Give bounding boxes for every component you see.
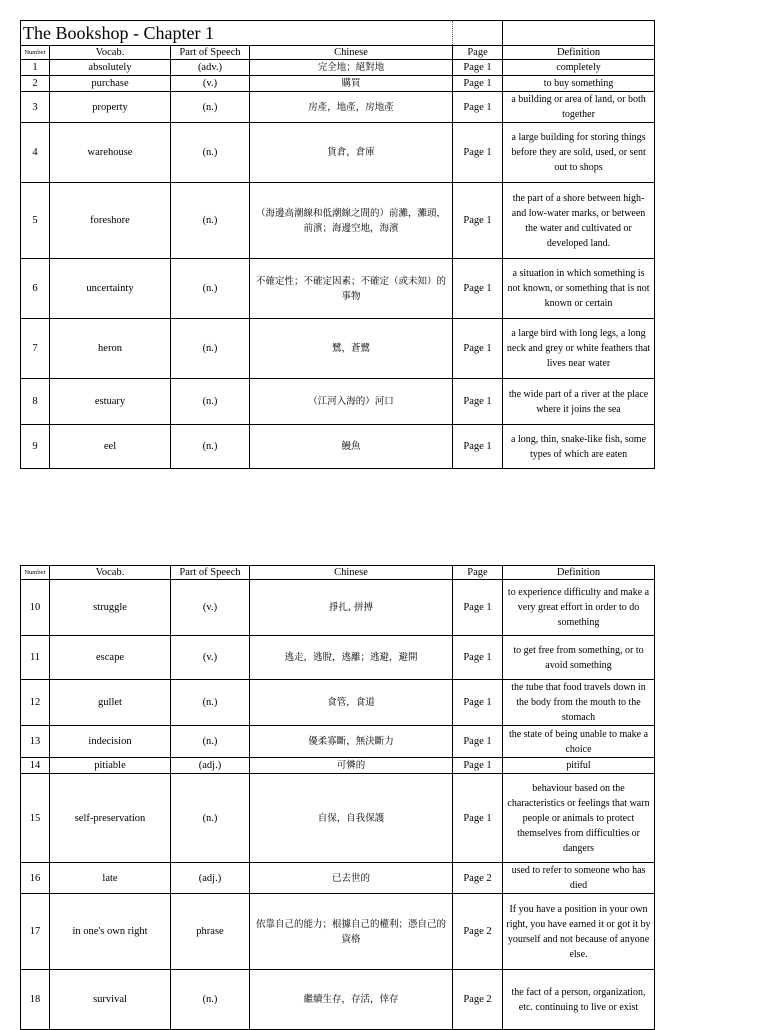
row-number: 18: [21, 970, 50, 1030]
row-part-of-speech: (n.): [171, 726, 250, 758]
row-definition: a large building for storing things before they are sold, used, or sent out to shops: [503, 123, 655, 183]
table-row: [21, 680, 655, 726]
row-definition: to buy something: [503, 76, 655, 92]
row-chinese: 自保，自我保護: [250, 774, 453, 863]
row-number: 1: [21, 60, 50, 76]
row-number: 17: [21, 894, 50, 970]
row-vocab: in one's own right: [50, 894, 171, 970]
row-chinese: 鷺，蒼鷺: [250, 319, 453, 379]
row-chinese: 依靠自己的能力；根據自己的權利；憑自己的資格: [250, 894, 453, 970]
row-part-of-speech: (adj.): [171, 758, 250, 774]
row-page: Page 2: [453, 894, 503, 970]
row-vocab: survival: [50, 970, 171, 1030]
row-vocab: late: [50, 863, 171, 894]
row-page: Page 1: [453, 774, 503, 863]
row-vocab: self-preservation: [50, 774, 171, 863]
row-chinese: （海邊高潮線和低潮線之間的）前灘，灘頭，前濱；海邊空地，海濱: [250, 183, 453, 259]
row-number: 5: [21, 183, 50, 259]
row-part-of-speech: (n.): [171, 92, 250, 123]
table-row: [21, 970, 655, 1030]
header-pos: Part of Speech: [171, 566, 250, 580]
row-definition: the tube that food travels down in the body from the mouth to the stomach: [503, 680, 655, 726]
row-vocab: uncertainty: [50, 259, 171, 319]
table-row: [21, 259, 655, 319]
row-definition: a long, thin, snake-like fish, some types of which are eaten: [503, 425, 655, 469]
row-page: Page 1: [453, 319, 503, 379]
row-vocab: struggle: [50, 580, 171, 636]
row-part-of-speech: (n.): [171, 425, 250, 469]
row-page: Page 1: [453, 636, 503, 680]
table-row: [21, 726, 655, 758]
header-definition: Definition: [503, 566, 655, 580]
table-row: [21, 123, 655, 183]
row-part-of-speech: (adv.): [171, 60, 250, 76]
row-part-of-speech: (n.): [171, 379, 250, 425]
row-page: Page 1: [453, 259, 503, 319]
table-row: [21, 758, 655, 774]
row-part-of-speech: (n.): [171, 774, 250, 863]
row-number: 6: [21, 259, 50, 319]
row-chinese: 可憐的: [250, 758, 453, 774]
header-number: Number: [21, 46, 50, 60]
row-chinese: （江河入海的）河口: [250, 379, 453, 425]
row-part-of-speech: (n.): [171, 123, 250, 183]
header-page: Page: [453, 46, 503, 60]
row-number: 15: [21, 774, 50, 863]
row-page: Page 2: [453, 863, 503, 894]
row-chinese: 不確定性；不確定因素；不確定（或未知）的事物: [250, 259, 453, 319]
row-page: Page 1: [453, 680, 503, 726]
blank-cell: [503, 21, 655, 46]
row-part-of-speech: phrase: [171, 894, 250, 970]
row-definition: the part of a shore between high- and low-water marks, or between the water and cultivated or developed land.: [503, 183, 655, 259]
row-definition: the fact of a person, organization, etc. continuing to live or exist: [503, 970, 655, 1030]
row-page: Page 1: [453, 726, 503, 758]
header-page: Page: [453, 566, 503, 580]
table-row: [21, 774, 655, 863]
table-row: [21, 76, 655, 92]
row-number: 12: [21, 680, 50, 726]
row-vocab: absolutely: [50, 60, 171, 76]
row-page: Page 1: [453, 183, 503, 259]
row-part-of-speech: (adj.): [171, 863, 250, 894]
row-definition: If you have a position in your own right, you have earned it or got it by yourself and not because of anyone else.: [503, 894, 655, 970]
row-number: 4: [21, 123, 50, 183]
row-vocab: pitiable: [50, 758, 171, 774]
row-part-of-speech: (v.): [171, 76, 250, 92]
header-chinese: Chinese: [250, 566, 453, 580]
row-chinese: 鰻魚: [250, 425, 453, 469]
row-number: 3: [21, 92, 50, 123]
row-vocab: property: [50, 92, 171, 123]
row-number: 13: [21, 726, 50, 758]
row-chinese: 完全地；絕對地: [250, 60, 453, 76]
row-number: 9: [21, 425, 50, 469]
row-number: 11: [21, 636, 50, 680]
header-vocab: Vocab.: [50, 566, 171, 580]
row-page: Page 1: [453, 580, 503, 636]
row-part-of-speech: (n.): [171, 970, 250, 1030]
row-definition: a situation in which something is not known, or something that is not known or certain: [503, 259, 655, 319]
row-vocab: heron: [50, 319, 171, 379]
row-part-of-speech: (n.): [171, 319, 250, 379]
row-page: Page 1: [453, 379, 503, 425]
row-chinese: 貨倉，倉庫: [250, 123, 453, 183]
table-row: [21, 425, 655, 469]
row-page: Page 1: [453, 76, 503, 92]
table-row: [21, 60, 655, 76]
table-row: [21, 863, 655, 894]
row-part-of-speech: (n.): [171, 183, 250, 259]
row-chinese: 已去世的: [250, 863, 453, 894]
page-title: The Bookshop - Chapter 1: [21, 21, 453, 46]
row-definition: used to refer to someone who has died: [503, 863, 655, 894]
header-pos: Part of Speech: [171, 46, 250, 60]
row-vocab: foreshore: [50, 183, 171, 259]
row-definition: completely: [503, 60, 655, 76]
table-row: [21, 636, 655, 680]
row-part-of-speech: (v.): [171, 636, 250, 680]
vocab-table-2: [20, 565, 655, 1030]
header-row: [21, 46, 655, 60]
table-row: [21, 183, 655, 259]
row-chinese: 房產，地產，房地產: [250, 92, 453, 123]
row-definition: a large bird with long legs, a long neck and grey or white feathers that lives near water: [503, 319, 655, 379]
row-number: 7: [21, 319, 50, 379]
row-number: 2: [21, 76, 50, 92]
row-vocab: eel: [50, 425, 171, 469]
vocab-table-1: [20, 20, 655, 469]
row-definition: a building or area of land, or both together: [503, 92, 655, 123]
row-page: Page 1: [453, 758, 503, 774]
blank-cell: [453, 21, 503, 46]
row-page: Page 1: [453, 92, 503, 123]
table-row: [21, 894, 655, 970]
row-page: Page 1: [453, 425, 503, 469]
row-page: Page 2: [453, 970, 503, 1030]
row-number: 14: [21, 758, 50, 774]
header-row: [21, 566, 655, 580]
row-definition: to get free from something, or to avoid something: [503, 636, 655, 680]
row-chinese: 繼續生存，存活，倖存: [250, 970, 453, 1030]
row-chinese: 優柔寡斷，無決斷力: [250, 726, 453, 758]
row-part-of-speech: (n.): [171, 680, 250, 726]
table-row: [21, 319, 655, 379]
header-definition: Definition: [503, 46, 655, 60]
row-vocab: indecision: [50, 726, 171, 758]
row-vocab: purchase: [50, 76, 171, 92]
row-number: 8: [21, 379, 50, 425]
table-row: [21, 92, 655, 123]
row-part-of-speech: (n.): [171, 259, 250, 319]
table-row: [21, 580, 655, 636]
row-page: Page 1: [453, 60, 503, 76]
row-vocab: estuary: [50, 379, 171, 425]
row-vocab: escape: [50, 636, 171, 680]
row-chinese: 購買: [250, 76, 453, 92]
row-definition: the wide part of a river at the place where it joins the sea: [503, 379, 655, 425]
header-vocab: Vocab.: [50, 46, 171, 60]
table-row: [21, 379, 655, 425]
row-part-of-speech: (v.): [171, 580, 250, 636]
row-definition: to experience difficulty and make a very great effort in order to do something: [503, 580, 655, 636]
row-vocab: gullet: [50, 680, 171, 726]
row-definition: pitiful: [503, 758, 655, 774]
row-vocab: warehouse: [50, 123, 171, 183]
row-number: 16: [21, 863, 50, 894]
row-page: Page 1: [453, 123, 503, 183]
row-chinese: 逃走，逃脫，逃離；逃避，避開: [250, 636, 453, 680]
row-definition: the state of being unable to make a choice: [503, 726, 655, 758]
header-chinese: Chinese: [250, 46, 453, 60]
row-chinese: 掙扎, 拼搏: [250, 580, 453, 636]
row-definition: behaviour based on the characteristics or feelings that warn people or animals to protect themselves from difficulties or dangers: [503, 774, 655, 863]
title-row: [21, 21, 655, 46]
row-chinese: 食管，食道: [250, 680, 453, 726]
header-number: Number: [21, 566, 50, 580]
row-number: 10: [21, 580, 50, 636]
